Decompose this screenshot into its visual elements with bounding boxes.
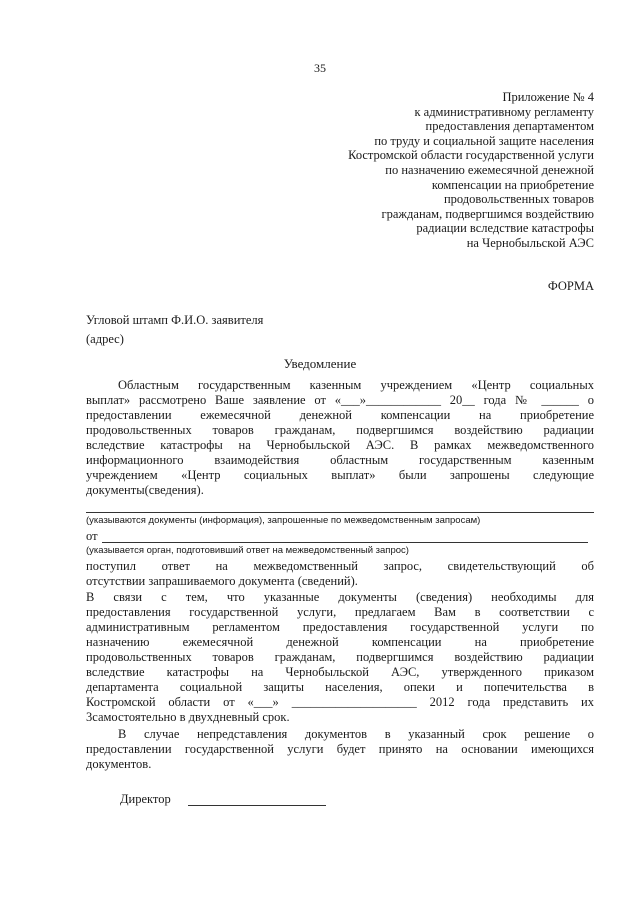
appendix-line: по назначению ежемесячной денежной bbox=[385, 162, 594, 177]
appendix-line: Приложение № 4 bbox=[502, 90, 594, 104]
stamp-line: Угловой штамп Ф.И.О. заявителя bbox=[86, 313, 264, 327]
text-line: вследствие катастрофы на Чернобыльской АЭС, утвержденного приказом bbox=[86, 665, 594, 679]
text-line: продовольственных товаров гражданам, подвергшимся воздействию радиации bbox=[86, 423, 594, 437]
document-title: Уведомление bbox=[283, 356, 357, 371]
paragraph-response bbox=[86, 559, 594, 589]
form-label: ФОРМА bbox=[547, 279, 594, 293]
from-label: от bbox=[86, 529, 98, 543]
organ-note: (указывается орган, подготовивший ответ на межведомственный запрос) bbox=[86, 545, 409, 556]
appendix-line: гражданам, подвергшимся воздействию bbox=[381, 206, 594, 221]
appendix-line: к административному регламенту bbox=[414, 104, 594, 119]
paragraph-proposal bbox=[86, 590, 594, 725]
text-line: В случае непредставления документов в указанный срок решение о bbox=[118, 727, 594, 741]
text-line: информационного взаимодействия областным государственным казенным bbox=[86, 453, 594, 467]
appendix-line: предоставления департаментом bbox=[425, 119, 594, 134]
appendix-line: продовольственных товаров bbox=[443, 192, 594, 207]
text-line: вследствие катастрофы на Чернобыльской АЭС. В рамках межведомственного bbox=[86, 438, 594, 452]
appendix-line: по труду и социальной защите населения bbox=[374, 133, 594, 148]
text-line: документы(сведения). bbox=[86, 483, 204, 497]
text-line: отсутствии запрашиваемого документа (сведений). bbox=[86, 574, 358, 588]
text-line: документов. bbox=[86, 757, 152, 771]
text-line: административным регламентом предоставления государственной услуги по bbox=[86, 620, 594, 634]
text-line: поступил ответ на межведомственный запрос, свидетельствующий об bbox=[86, 559, 594, 573]
text-line: продовольственных товаров гражданам, подвергшимся воздействию радиации bbox=[86, 650, 594, 664]
director-label: Директор bbox=[120, 792, 171, 806]
page-number: 35 bbox=[314, 61, 326, 75]
appendix-line: Костромской области государственной услуги bbox=[348, 148, 594, 163]
text-line: учреждением «Центр социальных выплат» были запрошены следующие bbox=[86, 468, 594, 482]
paragraph-request bbox=[86, 378, 594, 498]
appendix-line: на Чернобыльской АЭС bbox=[466, 235, 594, 250]
paragraph-consequence bbox=[86, 727, 594, 772]
text-line: Костромской области от «___» ____________________ 2012 года представить их bbox=[86, 695, 594, 709]
text-line: предоставлении ежемесячной денежной компенсации на приобретение bbox=[86, 408, 594, 422]
documents-fill-line bbox=[86, 512, 594, 513]
applicant-stamp bbox=[86, 311, 263, 349]
text-line: выплат» рассмотрено Ваше заявление от «___»____________ 20__ года № ______ о bbox=[86, 393, 594, 407]
documents-note: (указываются документы (информация), запрошенные по межведомственным запросам) bbox=[86, 515, 481, 526]
text-line: 3самостоятельно в двухдневный срок. bbox=[86, 710, 290, 724]
text-line: Областным государственным казенным учреждением «Центр социальных bbox=[118, 378, 594, 392]
text-line: назначению ежемесячной денежной компенсации на приобретение bbox=[86, 635, 594, 649]
text-line: предоставлении государственной услуги будет принято на основании имеющихся bbox=[86, 742, 594, 756]
signature-line bbox=[188, 805, 326, 806]
appendix-line: компенсации на приобретение bbox=[431, 177, 594, 192]
text-line: департамента социальной защиты населения, опеки и попечительства в bbox=[86, 680, 594, 694]
organ-fill-line bbox=[102, 542, 588, 543]
text-line: В связи с тем, что указанные документы (сведения) необходимы для bbox=[86, 590, 594, 604]
appendix-header bbox=[234, 90, 594, 251]
stamp-line: (адрес) bbox=[86, 332, 124, 346]
text-line: предоставления государственной услуги, предлагаем Вам в соответствии с bbox=[86, 605, 594, 619]
appendix-line: радиации вследствие катастрофы bbox=[416, 221, 594, 236]
